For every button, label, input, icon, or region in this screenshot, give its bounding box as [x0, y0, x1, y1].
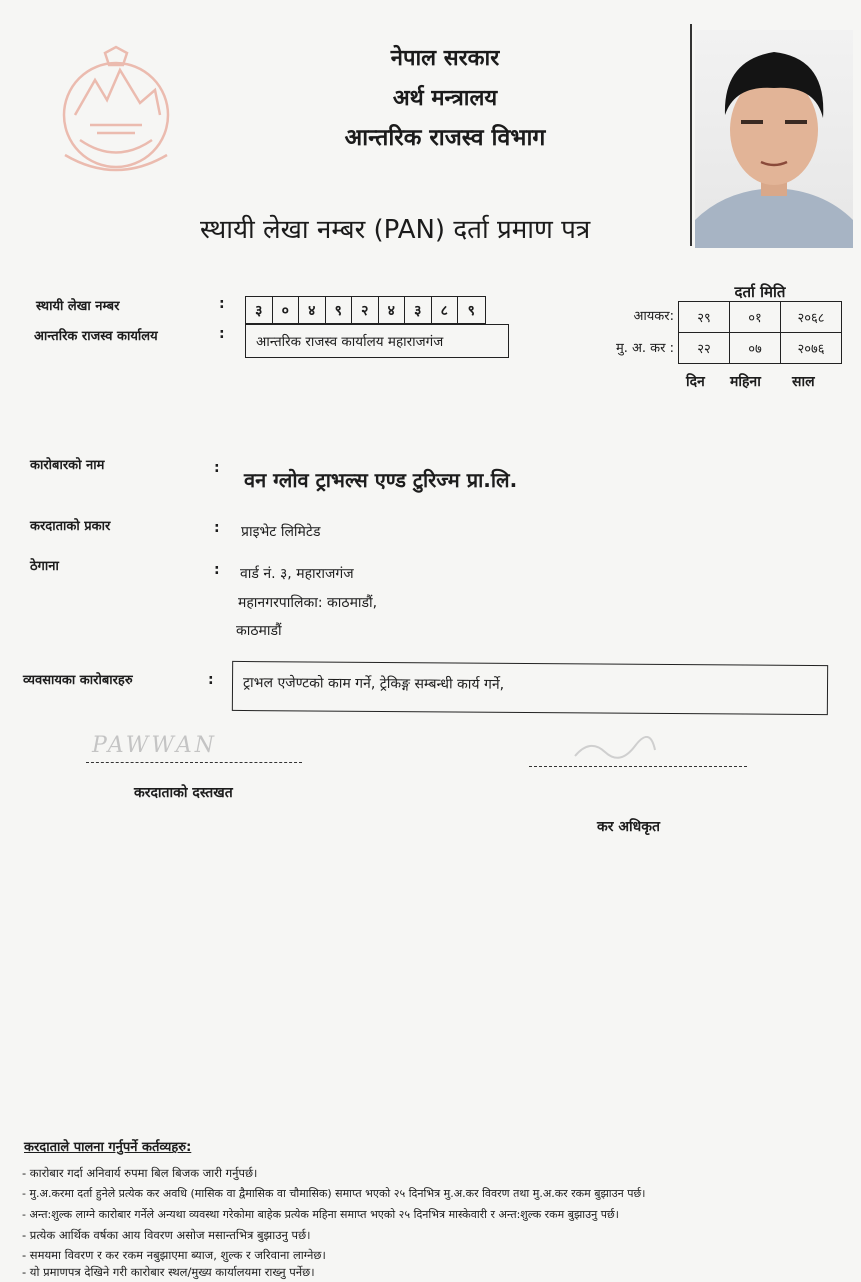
vat-label: मु. अ. कर : — [615, 341, 674, 356]
taxpayer-signature-label: करदाताको दस्तखत — [134, 785, 233, 801]
address-label: ठेगाना — [30, 559, 59, 574]
duty-item: - प्रत्येक आर्थिक वर्षका आय विवरण असोज मसान्तभित्र बुझाउनु पर्छ। — [22, 1228, 311, 1242]
pan-digit: ८ — [432, 297, 459, 323]
office-box — [245, 324, 509, 358]
activities-value: ट्राभल एजेण्टको काम गर्ने, ट्रेकिङ्ग सम्बन्धी कार्य गर्ने, — [242, 674, 505, 693]
office-colon: : — [219, 326, 225, 342]
income-tax-label: आयकर: — [633, 309, 674, 324]
pan-number-box — [245, 296, 486, 324]
pan-digit: ३ — [246, 297, 273, 323]
date-year-label: साल — [792, 374, 815, 390]
income-tax-month: ०१ — [730, 302, 781, 333]
pan-digit: ४ — [379, 297, 406, 323]
business-name-label: कारोबारको नाम — [30, 458, 105, 473]
pan-digit: ४ — [299, 297, 326, 323]
pan-colon: : — [219, 296, 225, 312]
pan-digit: ० — [273, 297, 300, 323]
taxpayer-type-label: करदाताको प्रकार — [30, 519, 111, 534]
income-tax-date-row — [679, 302, 842, 333]
address-line-1: वार्ड नं. ३, महाराजगंज — [240, 566, 354, 582]
vat-day: २२ — [679, 333, 730, 364]
duty-item: - यो प्रमाणपत्र देखिने गरी कारोबार स्थल/मुख्य कार्यालयमा राख्नु पर्नेछ। — [22, 1265, 315, 1279]
address-line-2: महानगरपालिका: काठमाडौं, — [238, 595, 378, 611]
taxpayer-type: प्राइभेट लिमिटेड — [241, 524, 321, 540]
header-department: आन्तरिक राजस्व विभाग — [344, 125, 546, 151]
pan-digit: ३ — [405, 297, 432, 323]
activities-box — [232, 661, 828, 715]
office-value: आन्तरिक राजस्व कार्यालय महाराजगंज — [256, 334, 444, 350]
photo-border — [690, 24, 692, 246]
duty-item: - अन्त:शुल्क लाग्ने कारोबार गर्नेले अन्यथा व्यवस्था गरेकोमा बाहेक प्रत्येक महिना समाप्त भएको २५ दिनभित्र मास्केवारी र अन्त:शुल्क रकम बुझाउनु पर्छ। — [22, 1208, 619, 1221]
taxpayer-signature-line — [86, 762, 302, 763]
duty-item: - मु.अ.करमा दर्ता हुनेले प्रत्येक कर अवधि (मासिक वा द्वैमासिक वा चौमासिक) समाप्त भएको २५ दिनभित्र मु.अ.कर विवरण तथा मु.अ.कर रकम बुझाउन पर्छ। — [22, 1187, 646, 1200]
pan-digit: ९ — [467, 302, 475, 319]
income-tax-day: २९ — [679, 302, 730, 333]
registration-date-title: दर्ता मिति — [734, 283, 786, 301]
vat-date-row — [679, 333, 842, 364]
date-day-label: दिन — [686, 374, 705, 390]
duties-title: करदाताले पालना गर्नुपर्ने कर्तव्यहरु: — [24, 1140, 192, 1155]
pan-digit: २ — [352, 297, 379, 323]
date-month-label: महिना — [730, 374, 761, 390]
pan-label: स्थायी लेखा नम्बर — [36, 299, 120, 314]
page-title: स्थायी लेखा नम्बर (PAN) दर्ता प्रमाण पत्र — [200, 215, 591, 245]
taxpayer-type-colon: : — [214, 520, 220, 536]
income-tax-year: २०६८ — [781, 302, 842, 333]
taxpayer-signature: PAWWAN — [92, 733, 218, 758]
address-colon: : — [214, 562, 220, 578]
vat-year: २०७६ — [781, 333, 842, 364]
header-ministry: अर्थ मन्त्रालय — [392, 86, 498, 111]
officer-signature-line — [529, 766, 747, 767]
government-emblem — [45, 45, 187, 185]
office-label: आन्तरिक राजस्व कार्यालय — [34, 329, 158, 344]
officer-signature-label: कर अधिकृत — [597, 819, 661, 835]
business-name-colon: : — [214, 460, 220, 476]
address-line-3: काठमाडौं — [236, 623, 282, 639]
officer-signature — [570, 736, 660, 762]
registration-date-table — [678, 301, 842, 364]
duty-item: - कारोबार गर्दा अनिवार्य रुपमा बिल बिजक जारी गर्नुपर्छ। — [22, 1166, 258, 1180]
header-government: नेपाल सरकार — [390, 46, 500, 71]
activities-colon: : — [208, 672, 214, 688]
duty-item: - समयमा विवरण र कर रकम नबुझाएमा ब्याज, शुल्क र जरिवाना लाग्नेछ। — [22, 1248, 326, 1262]
pan-digit: ९ — [326, 297, 353, 323]
activities-label: व्यवसायका कारोबारहरु — [23, 673, 133, 688]
taxpayer-photo — [695, 30, 853, 248]
business-name: वन ग्लोव ट्राभल्स एण्ड टुरिज्म प्रा.लि. — [244, 468, 518, 492]
vat-month: ०७ — [730, 333, 781, 364]
